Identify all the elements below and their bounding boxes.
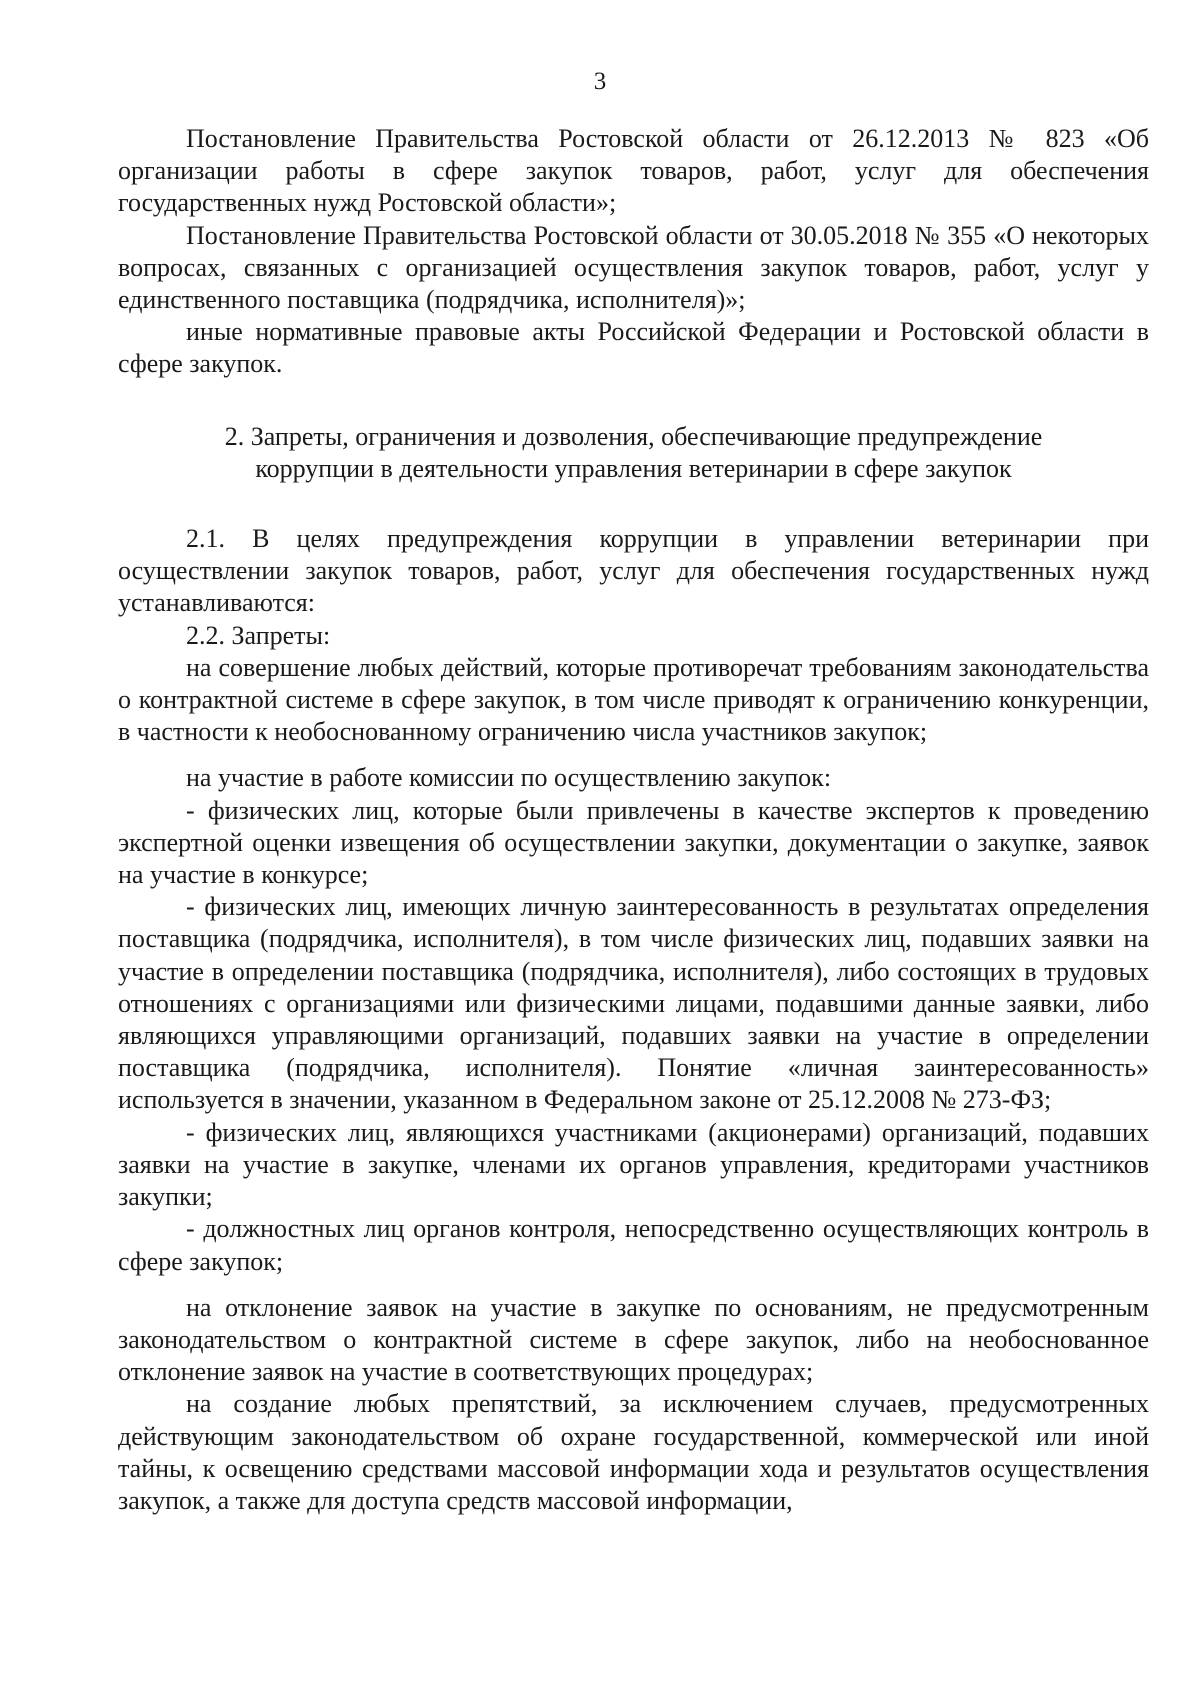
list-item-shareholders: - физических лиц, являющихся участниками (акционерами) организаций, подавших заявки на участие в закупке, членами их органов управления, кредиторами участников закупки;	[118, 1117, 1149, 1212]
list-item-experts: - физических лиц, которые были привлечены в качестве экспертов к проведению экспертной оценки извещения об осуществлении закупки, документации о закупке, заявок на участие в конкурсе;	[118, 795, 1149, 890]
paragraph-2-2: 2.2. Запреты:	[186, 620, 331, 650]
paragraph-other-acts: иные нормативные правовые акты Российской Федерации и Ростовской области в сфере закупок.	[118, 317, 1149, 379]
document-body	[118, 123, 1149, 1517]
list-item-personal-interest: - физических лиц, имеющих личную заинтересованность в результатах определения поставщика (подрядчика, исполнителя), в том числе физических лиц, подавших заявки на участие в определении поставщика (подрядчика, исполнителя), либо состоящих в трудовых отношениях с организациями или физическими лицами, подавшими данные заявки, либо являющихся управляющими организаций, подавших заявки на участие в определении поставщика (подрядчика, исполнителя). Понятие «личная заинтересованность» используется в значении, указанном в Федеральном законе от 25.12.2008 № 273-ФЗ;	[118, 892, 1149, 1115]
paragraph-rejection: на отклонение заявок на участие в закупке по основаниям, не предусмотренным законодательством о контрактной системе в сфере закупок, либо на необоснованное отклонение заявок на участие в соответствующих процедурах;	[118, 1292, 1149, 1387]
paragraph-commission-participation: на участие в работе комиссии по осуществлению закупок:	[186, 763, 832, 793]
section-heading-line-2: коррупции в деятельности управления ветеринарии в сфере закупок	[255, 453, 1012, 483]
paragraph-decree-355: Постановление Правительства Ростовской области от 30.05.2018 № 355 «О некоторых вопросах, связанных с организацией осуществления закупок товаров, работ, услуг у единственного поставщика (подрядчика, исполнителя)»;	[118, 220, 1149, 315]
paragraph-prohibition-actions: на совершение любых действий, которые противоречат требованиям законодательства о контрактной системе в сфере закупок, в том числе приводят к ограничению конкуренции, в частности к необоснованному ограничению числа участников закупок;	[118, 652, 1149, 747]
paragraph-2-1: 2.1. В целях предупреждения коррупции в управлении ветеринарии при осуществлении закупок товаров, работ, услуг для обеспечения государственных нужд устанавливаются:	[118, 524, 1149, 618]
paragraph-obstacles: на создание любых препятствий, за исключением случаев, предусмотренных действующим законодательством об охране государственной, коммерческой или иной тайны, к освещению средствами массовой информации хода и результатов осуществления закупок, а также для доступа средств массовой информации,	[118, 1389, 1149, 1515]
section-heading	[118, 421, 1149, 485]
page-number: 3	[593, 68, 607, 95]
paragraph-decree-823: Постановление Правительства Ростовской области от 26.12.2013 № 823 «Об организации работы в сфере закупок товаров, работ, услуг для обеспечения государственных нужд Ростовской области»;	[118, 124, 1149, 218]
section-heading-line-1: 2. Запреты, ограничения и дозволения, обеспечивающие предупреждение	[224, 421, 1043, 451]
list-item-control-officials: - должностных лиц органов контроля, непосредственно осуществляющих контроль в сфере закупок;	[118, 1214, 1149, 1276]
